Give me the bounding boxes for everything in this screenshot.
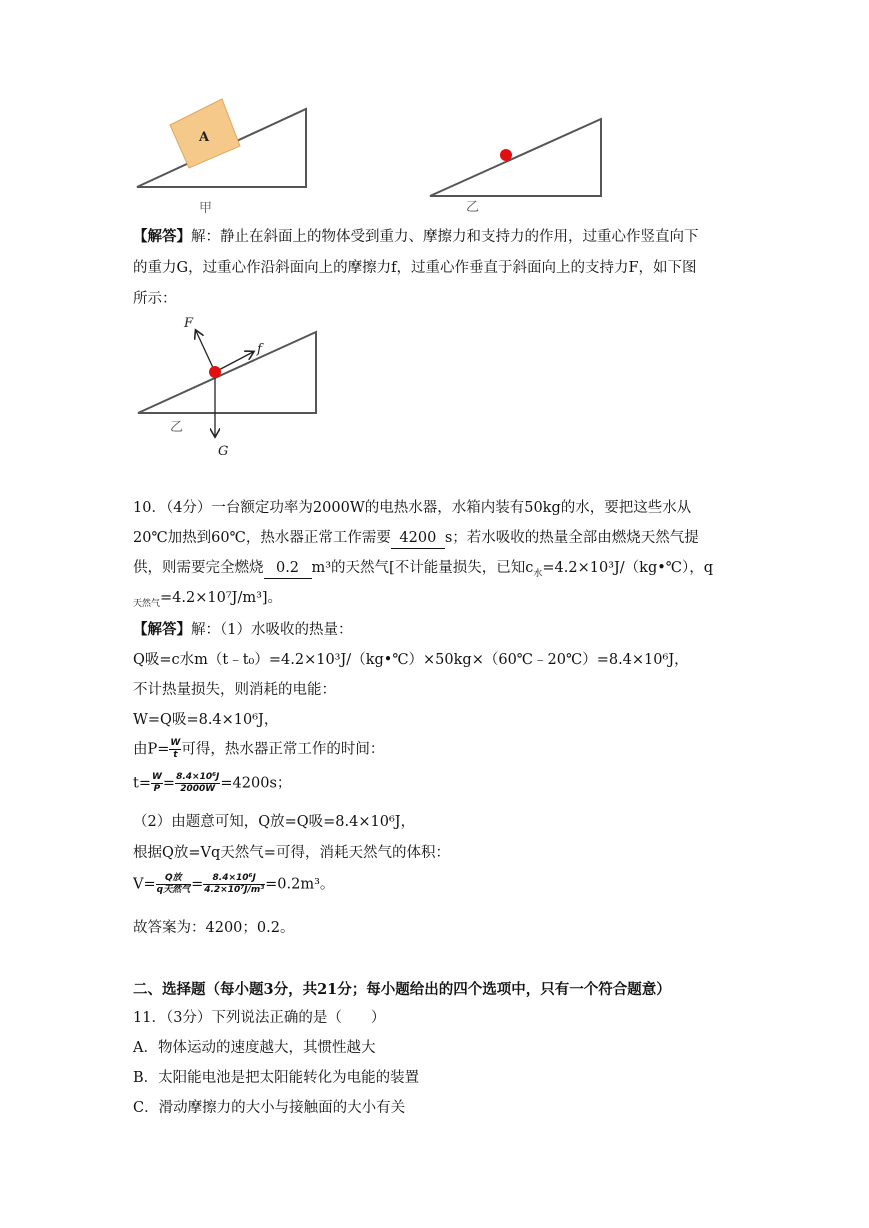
- q10-line-4: $_{天然气}$=4.2×10⁷J/m³]。: [133, 590, 283, 609]
- q10-answer-line-2: Q吸=c水m（t﹣t₀）=4.2×10³J/（kg•℃）×50kg×（60℃﹣20℃）=8.4×10⁶J，: [133, 652, 689, 668]
- figure-jia: [137, 99, 306, 216]
- q10-line-3: 供，则需要完全燃烧 0.2 m³的天然气[不计能量损失，已知$c_水=4.2\times 10^3J/(kg•℃)$，q: [133, 560, 714, 579]
- figure-jia-caption: 甲: [199, 201, 213, 216]
- option-c: C．滑动摩擦力的大小与接触面的大小有关: [133, 1100, 406, 1116]
- answer-blank-2: 0.2: [264, 558, 312, 579]
- label-F: F: [184, 316, 194, 331]
- q10-line-1: 10．（4分）一台额定功率为2000W的电热水器，水箱内装有50kg的水，要把这些水从: [133, 500, 692, 516]
- q10-answer-line-3: 不计热量损失，则消耗的电能：: [133, 682, 336, 698]
- question-11: 11．（3分）下列说法正确的是（ ）: [133, 1010, 386, 1026]
- option-b: B．太阳能电池是把太阳能转化为电能的装置: [133, 1070, 420, 1086]
- q10-answer-line-9: V= $\frac{\text{Q放}}{\text{q天然气}}$ = $\frac{\text{8.4×10⁶J}}{\text{4.2×10⁷J/m³}}$ =0.2m³。: [133, 873, 335, 895]
- q10-answer-line-1: 【解答】解：（1）水吸收的热量：: [133, 621, 353, 638]
- answer-blank-1: 4200: [391, 528, 445, 549]
- q9-answer-line-1: 【解答】解：静止在斜面上的物体受到重力、摩擦力和支持力的作用，过重心作竖直向下: [133, 228, 699, 245]
- section-heading: 二、选择题（每小题3分，共21分；每小题给出的四个选项中，只有一个符合题意）: [133, 981, 671, 998]
- q10-answer-line-5: 由P= $\frac{W}{t}$ 可得，热水器正常工作的时间：: [133, 738, 385, 760]
- ball: [500, 149, 512, 161]
- fraction-w-over-t: $\frac{W}{t}$: [170, 738, 181, 760]
- figure-yi: [430, 119, 601, 215]
- q10-answer-line-10: 故答案为：4200；0.2。: [133, 920, 295, 936]
- label-f: f: [257, 342, 262, 357]
- q10-answer-line-4: W=Q吸=8.4×10⁶J，: [133, 712, 279, 728]
- option-a: A．物体运动的速度越大，其惯性越大: [133, 1040, 376, 1056]
- q9-answer-line-2: 的重力G，过重心作沿斜面向上的摩擦力f，过重心作垂直于斜面向上的支持力F，如下图: [133, 260, 697, 276]
- q10-answer-line-8: 根据Q放=Vq天然气=可得，消耗天然气的体积：: [133, 845, 450, 861]
- q9-answer-line-3: 所示：: [133, 291, 177, 307]
- label-G: G: [218, 444, 229, 459]
- support-force-arrow: [196, 331, 215, 372]
- figure-yi-caption: 乙: [466, 200, 480, 215]
- q10-line-2: 20℃加热到60℃，热水器正常工作需要 4200 s；若水吸收的热量全部由燃烧天然气提: [133, 528, 699, 549]
- ball-center: [209, 366, 221, 378]
- answer-tag: 【解答】: [133, 228, 191, 245]
- q10-answer-line-6: t= $\frac{W}{P}$ = $\frac{\text{8.4×10⁶J}}{2000W}$ =4200s；: [133, 772, 292, 794]
- force-diagram: [0, 305, 869, 465]
- block-a-label: A: [199, 130, 210, 145]
- q10-answer-line-7: （2）由题意可知，Q放=Q吸=8.4×10⁶J，: [133, 814, 416, 830]
- answer-fig-caption: 乙: [170, 420, 184, 435]
